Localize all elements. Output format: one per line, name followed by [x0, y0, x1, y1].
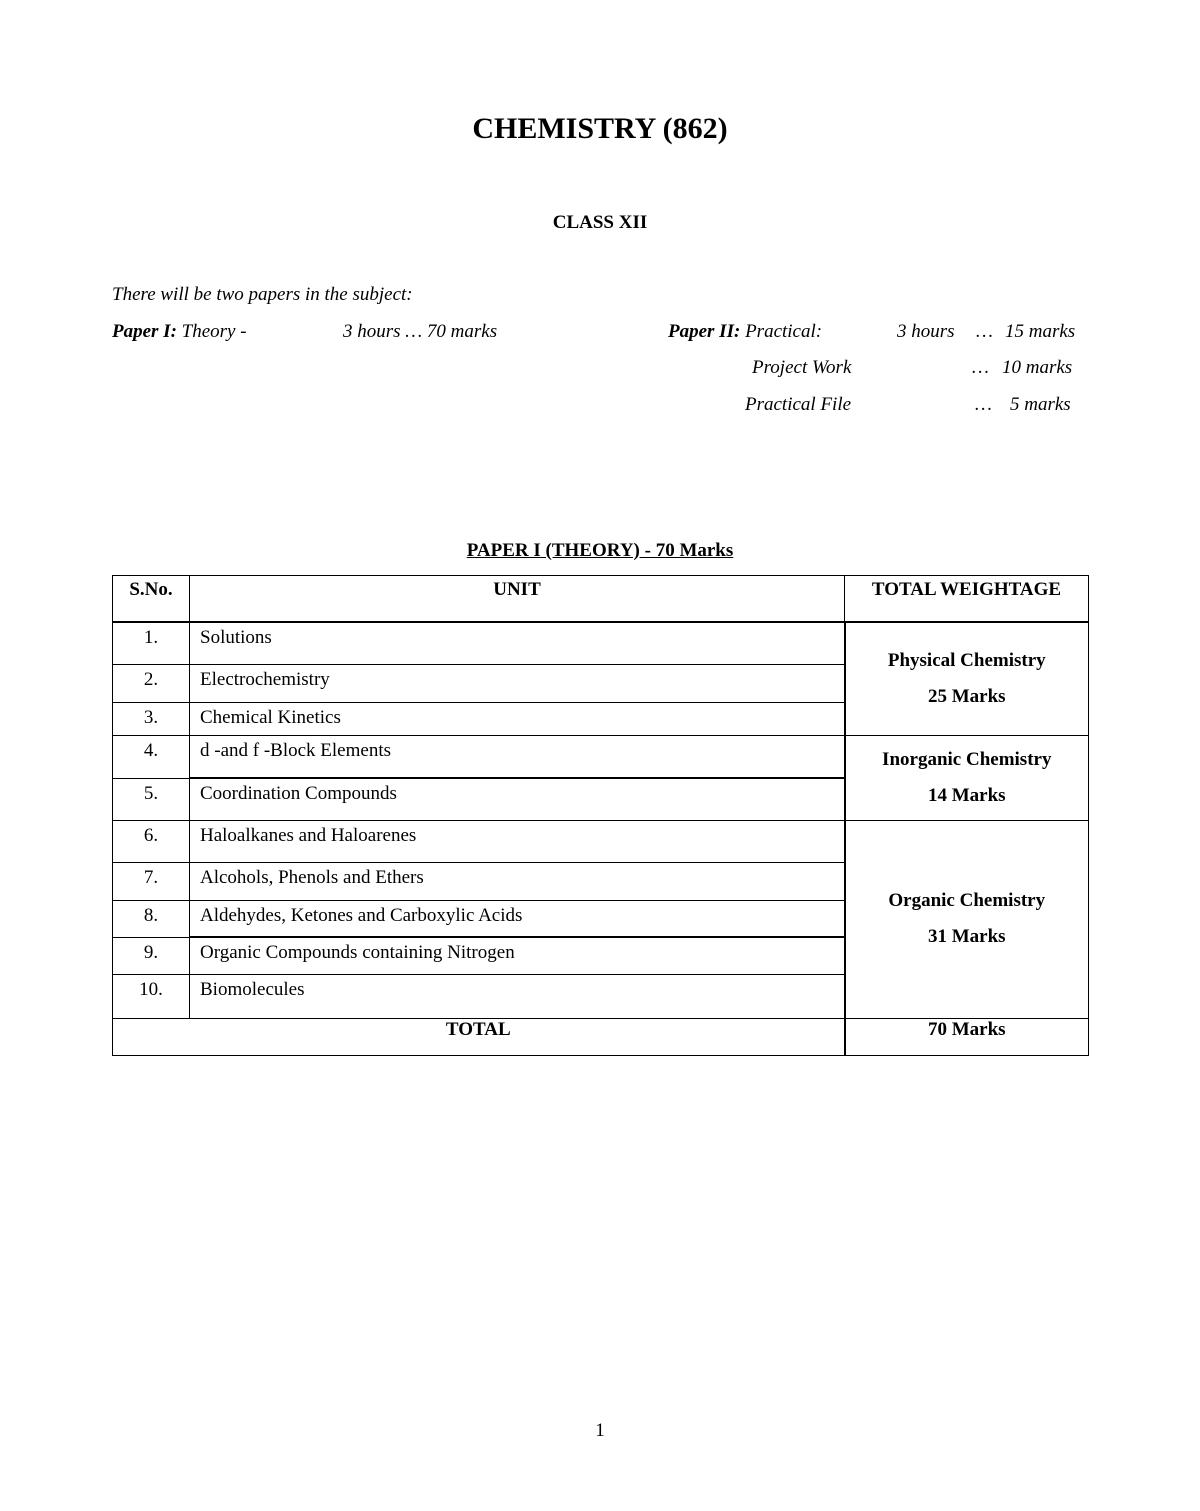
row-unit: Biomolecules: [190, 974, 845, 1018]
paper2-line: [668, 321, 822, 343]
table-row: [113, 735, 1089, 778]
paper1-label: Paper I:: [112, 321, 177, 342]
paper2-hours: 3 hours: [897, 321, 955, 342]
row-unit: d -and f -Block Elements: [190, 735, 845, 778]
total-label: TOTAL: [113, 1018, 845, 1055]
header-unit: UNIT: [190, 576, 845, 623]
row-sno: 5.: [113, 778, 190, 820]
row-unit: Chemical Kinetics: [190, 702, 845, 735]
row-sno: 8.: [113, 900, 190, 937]
row-sno: 6.: [113, 820, 190, 862]
page-title: CHEMISTRY (862): [472, 112, 728, 145]
weightage-physical: [845, 622, 1089, 735]
group-marks: 14 Marks: [927, 784, 1006, 806]
group-name: Inorganic Chemistry: [882, 748, 1052, 770]
row-unit: Coordination Compounds: [190, 778, 845, 820]
page-number: 1: [595, 1420, 605, 1441]
row-sno: 4.: [113, 735, 190, 778]
group-marks: 31 Marks: [927, 926, 1006, 947]
total-marks: 70 Marks: [845, 1018, 1089, 1055]
practical-file-dots: …: [975, 394, 992, 415]
row-unit: Solutions: [190, 622, 845, 664]
row-unit: Electrochemistry: [190, 664, 845, 702]
row-sno: 9.: [113, 937, 190, 974]
project-work-dots: …: [972, 357, 989, 378]
row-sno: 3.: [113, 702, 190, 735]
project-work-marks: 10 marks: [1002, 357, 1073, 378]
header-weightage: TOTAL WEIGHTAGE: [845, 576, 1089, 623]
paper1-line: [112, 321, 247, 343]
table-header-row: [113, 576, 1089, 623]
weightage-inorganic: [845, 735, 1089, 820]
row-unit: Aldehydes, Ketones and Carboxylic Acids: [190, 900, 845, 937]
row-unit: Haloalkanes and Haloarenes: [190, 820, 845, 862]
group-name: Physical Chemistry: [887, 649, 1046, 671]
marks-table: [112, 575, 1089, 1056]
table-title: PAPER I (THEORY) - 70 Marks: [466, 540, 734, 561]
table-row: [113, 820, 1089, 862]
paper1-desc: Theory -: [181, 321, 247, 342]
row-unit: Organic Compounds containing Nitrogen: [190, 937, 845, 974]
paper2-dots: …: [976, 321, 993, 342]
weightage-organic: [845, 820, 1089, 1018]
class-heading: CLASS XII: [552, 212, 648, 233]
group-marks: 25 Marks: [927, 685, 1006, 707]
paper2-label: Paper II:: [668, 321, 741, 342]
group-name: Organic Chemistry: [888, 890, 1046, 911]
row-sno: 10.: [113, 974, 190, 1018]
practical-file-marks: 5 marks: [1010, 394, 1071, 415]
project-work-label: Project Work: [752, 357, 852, 378]
row-sno: 1.: [113, 622, 190, 664]
paper2-marks: 15 marks: [1005, 321, 1076, 342]
row-unit: Alcohols, Phenols and Ethers: [190, 862, 845, 900]
header-sno: S.No.: [113, 576, 190, 623]
paper1-duration: 3 hours … 70 marks: [343, 321, 498, 342]
row-sno: 7.: [113, 862, 190, 900]
practical-file-label: Practical File: [745, 394, 852, 415]
table-row: [113, 622, 1089, 664]
paper2-desc: Practical:: [745, 321, 823, 342]
table-total-row: [113, 1018, 1089, 1055]
row-sno: 2.: [113, 664, 190, 702]
intro-text: There will be two papers in the subject:: [112, 284, 413, 305]
